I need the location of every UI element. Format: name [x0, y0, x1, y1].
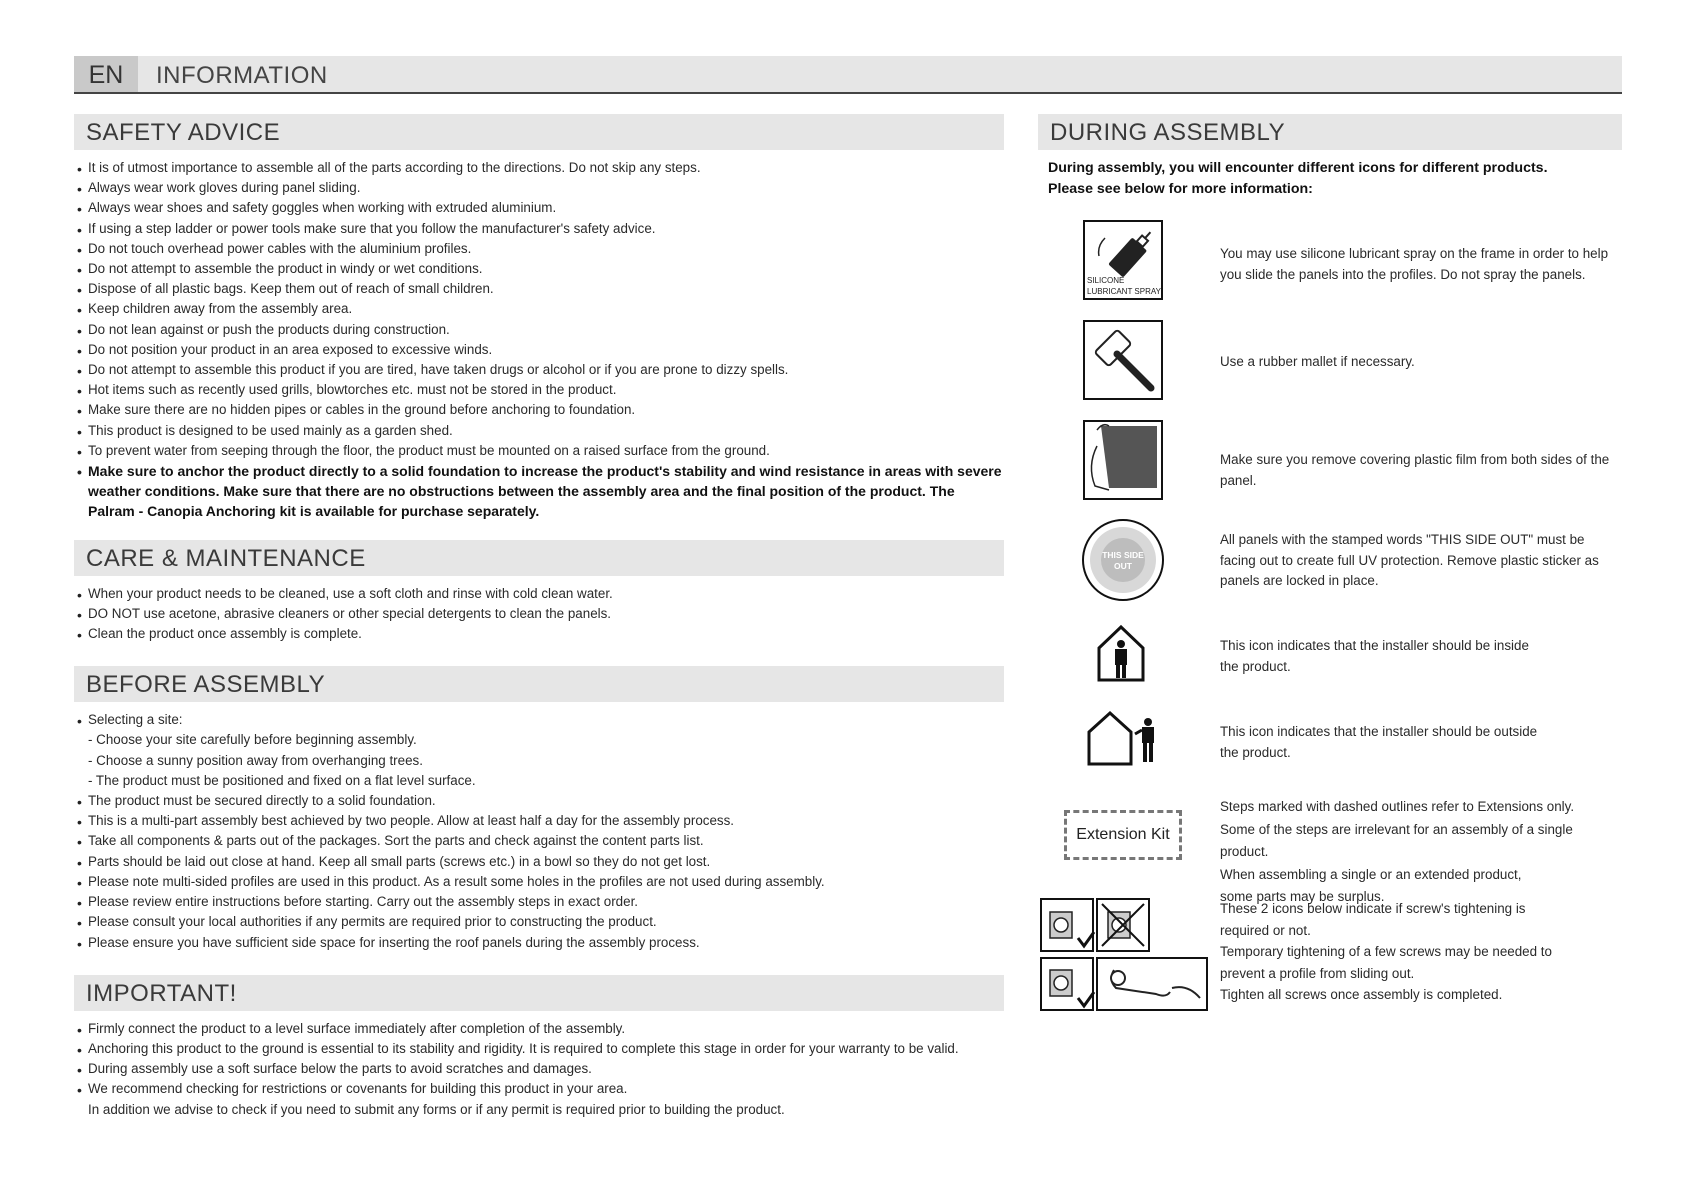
outside-text-1: This icon indicates that the installer should be outside	[1220, 724, 1538, 739]
mallet-row	[1038, 320, 1622, 404]
list-item: • Anchoring this product to the ground is essential to its stability and rigidity. It is required to complete this stage in order for your warranty to be valid.	[88, 1039, 1004, 1059]
right-column	[1038, 114, 1622, 1002]
list-item: • Do not lean against or push the products during construction.	[88, 320, 1004, 340]
stamp-label-1: THIS SIDE	[1102, 550, 1144, 560]
list-item: • Make sure there are no hidden pipes or cables in the ground before anchoring to foundation.	[88, 400, 1004, 420]
care-list	[74, 584, 1004, 645]
list-item: • Always wear work gloves during panel sliding.	[88, 178, 1004, 198]
rubber-mallet-icon	[1083, 320, 1163, 400]
list-item: • Hot items such as recently used grills, blowtorches etc. must not be stored in the product.	[88, 380, 1004, 400]
list-item: • Keep children away from the assembly area.	[88, 299, 1004, 319]
sub-item: - Choose your site carefully before beginning assembly.	[88, 732, 417, 748]
stamp-label-2: OUT	[1114, 561, 1132, 571]
list-item: • Parts should be laid out close at hand. Keep all small parts (screws etc.) in a bowl so they do not get lost.	[88, 852, 1004, 872]
list-item: • Dispose of all plastic bags. Keep them out of reach of small children.	[88, 279, 1004, 299]
film-row	[1038, 420, 1622, 504]
screw-text-5: Tighten all screws once assembly is completed.	[1220, 987, 1503, 1002]
screw-text-4: prevent a profile from sliding out.	[1220, 965, 1415, 981]
extension-row	[1038, 796, 1622, 904]
list-item: • Please ensure you have sufficient side space for inserting the roof panels during the assembly process.	[88, 933, 1004, 953]
inside-text-1: This icon indicates that the installer should be inside	[1220, 638, 1529, 653]
outside-row	[1038, 710, 1622, 776]
left-column	[74, 114, 1004, 1120]
language-code: EN	[74, 56, 138, 92]
list-item: • Do not position your product in an area exposed to excessive winds.	[88, 340, 1004, 360]
list-item: • Always wear shoes and safety goggles when working with extruded aluminium.	[88, 198, 1004, 218]
sub-item: - Choose a sunny position away from overhanging trees.	[88, 752, 423, 768]
spray-text: You may use silicone lubricant spray on the frame in order to help you slide the panels into the profiles. Do not spray the panels.	[1220, 246, 1609, 282]
before-heading: BEFORE ASSEMBLY	[74, 666, 1004, 702]
anchoring-warning: • Make sure to anchor the product directly to a solid foundation to increase the product's stability and wind resistance in areas with severe weather conditions. Make sure that there are no obstructions between the assembly area and the final position of the product. The Palram - Canopia Anchoring kit is available for purchase separately.	[88, 461, 1004, 522]
film-text: Make sure you remove covering plastic film from both sides of the panel.	[1220, 452, 1610, 488]
list-item: • Do not touch overhead power cables with the aluminium profiles.	[88, 239, 1004, 259]
list-item: • Do not attempt to assemble this product if you are tired, have taken drugs or alcohol or if you are prone to dizzy spells.	[88, 360, 1004, 380]
extension-text-4: some parts may be surplus.	[1220, 889, 1385, 904]
list-item: • Please review entire instructions before starting. Carry out the assembly steps in exact order.	[88, 892, 1004, 912]
important-list	[74, 1019, 1004, 1120]
screw-tightening-icons	[1040, 898, 1210, 1014]
stamp-text: All panels with the stamped words "THIS SIDE OUT" must be facing out to create full UV protection. Remove plastic sticker as panels are locked in place.	[1220, 532, 1599, 588]
extension-text-2: Some of the steps are irrelevant for an assembly of a single product.	[1220, 821, 1573, 859]
safety-list	[74, 158, 1004, 522]
during-intro-line2: Please see below for more information:	[1048, 180, 1313, 197]
important-heading: IMPORTANT!	[74, 975, 1004, 1011]
screw-text-2: required or not.	[1220, 922, 1311, 938]
spray-icon	[1083, 220, 1163, 300]
list-item: • Clean the product once assembly is complete.	[88, 624, 1004, 644]
list-item: • During assembly use a soft surface below the parts to avoid scratches and damages.	[88, 1059, 1004, 1079]
screw-row	[1038, 898, 1622, 1028]
spray-label-2: LUBRICANT SPRAY	[1087, 287, 1161, 296]
spray-row	[1038, 220, 1622, 304]
list-item: • When your product needs to be cleaned, use a soft cloth and rinse with cold clean water.	[88, 584, 1004, 604]
extension-kit-box: Extension Kit	[1064, 810, 1182, 860]
mallet-text: Use a rubber mallet if necessary.	[1220, 354, 1415, 369]
inside-row	[1038, 624, 1622, 690]
list-item: • It is of utmost importance to assemble all of the parts according to the directions. Do not skip any steps.	[88, 158, 1004, 178]
list-item: • If using a step ladder or power tools make sure that you follow the manufacturer's safety advice.	[88, 219, 1004, 239]
installer-outside-icon	[1086, 710, 1162, 766]
list-item: • DO NOT use acetone, abrasive cleaners or other special detergents to clean the panels.	[88, 604, 1004, 624]
screw-text-3: Temporary tightening of a few screws may be needed to	[1220, 944, 1552, 959]
installer-inside-icon	[1096, 624, 1146, 682]
list-item: • Please consult your local authorities if any permits are required prior to constructing the product.	[88, 912, 1004, 932]
outside-text	[1220, 722, 1622, 763]
care-heading: CARE & MAINTENANCE	[74, 540, 1004, 576]
spray-label-1: SILICONE	[1087, 276, 1125, 285]
extension-text-1: Steps marked with dashed outlines refer to Extensions only.	[1220, 799, 1575, 814]
outside-text-2: the product.	[1220, 744, 1291, 760]
page-title: INFORMATION	[156, 62, 328, 89]
stamp-row	[1038, 518, 1622, 608]
during-intro-line1: During assembly, you will encounter different icons for different products.	[1048, 160, 1548, 176]
list-item: • Take all components & parts out of the packages. Sort the parts and check against the content parts list.	[88, 831, 1004, 851]
screw-text	[1220, 898, 1622, 1006]
list-item: • This is a multi-part assembly best achieved by two people. Allow at least half a day for the assembly process.	[88, 811, 1004, 831]
list-item: • To prevent water from seeping through the floor, the product must be mounted on a raised surface from the ground.	[88, 441, 1004, 461]
sub-item: In addition we advise to check if you need to submit any forms or if any permit is required prior to building the product.	[88, 1101, 785, 1117]
before-list	[74, 710, 1004, 952]
list-item: • Selecting a site:	[88, 710, 1004, 730]
list-item: • We recommend checking for restrictions or covenants for building this product in your area.	[88, 1079, 1004, 1099]
screw-text-1: These 2 icons below indicate if screw's tightening is	[1220, 901, 1526, 916]
safety-heading: SAFETY ADVICE	[74, 114, 1004, 150]
list-item: • Do not attempt to assemble the product in windy or wet conditions.	[88, 259, 1004, 279]
extension-text-3: When assembling a single or an extended product,	[1220, 866, 1522, 882]
list-item: • This product is designed to be used mainly as a garden shed.	[88, 421, 1004, 441]
inside-text	[1220, 636, 1622, 677]
list-item: • The product must be secured directly to a solid foundation.	[88, 791, 1004, 811]
header-bar	[74, 56, 1622, 94]
during-heading: DURING ASSEMBLY	[1038, 114, 1622, 150]
inside-text-2: the product.	[1220, 658, 1291, 674]
list-item: • Firmly connect the product to a level surface immediately after completion of the assembly.	[88, 1019, 1004, 1039]
sub-item: - The product must be positioned and fixed on a flat level surface.	[88, 772, 476, 788]
extension-text	[1220, 796, 1622, 909]
list-item: • Please note multi-sided profiles are used in this product. As a result some holes in the profiles are not used during assembly.	[88, 872, 1004, 892]
this-side-out-icon	[1081, 518, 1165, 602]
plastic-film-icon	[1083, 420, 1163, 500]
